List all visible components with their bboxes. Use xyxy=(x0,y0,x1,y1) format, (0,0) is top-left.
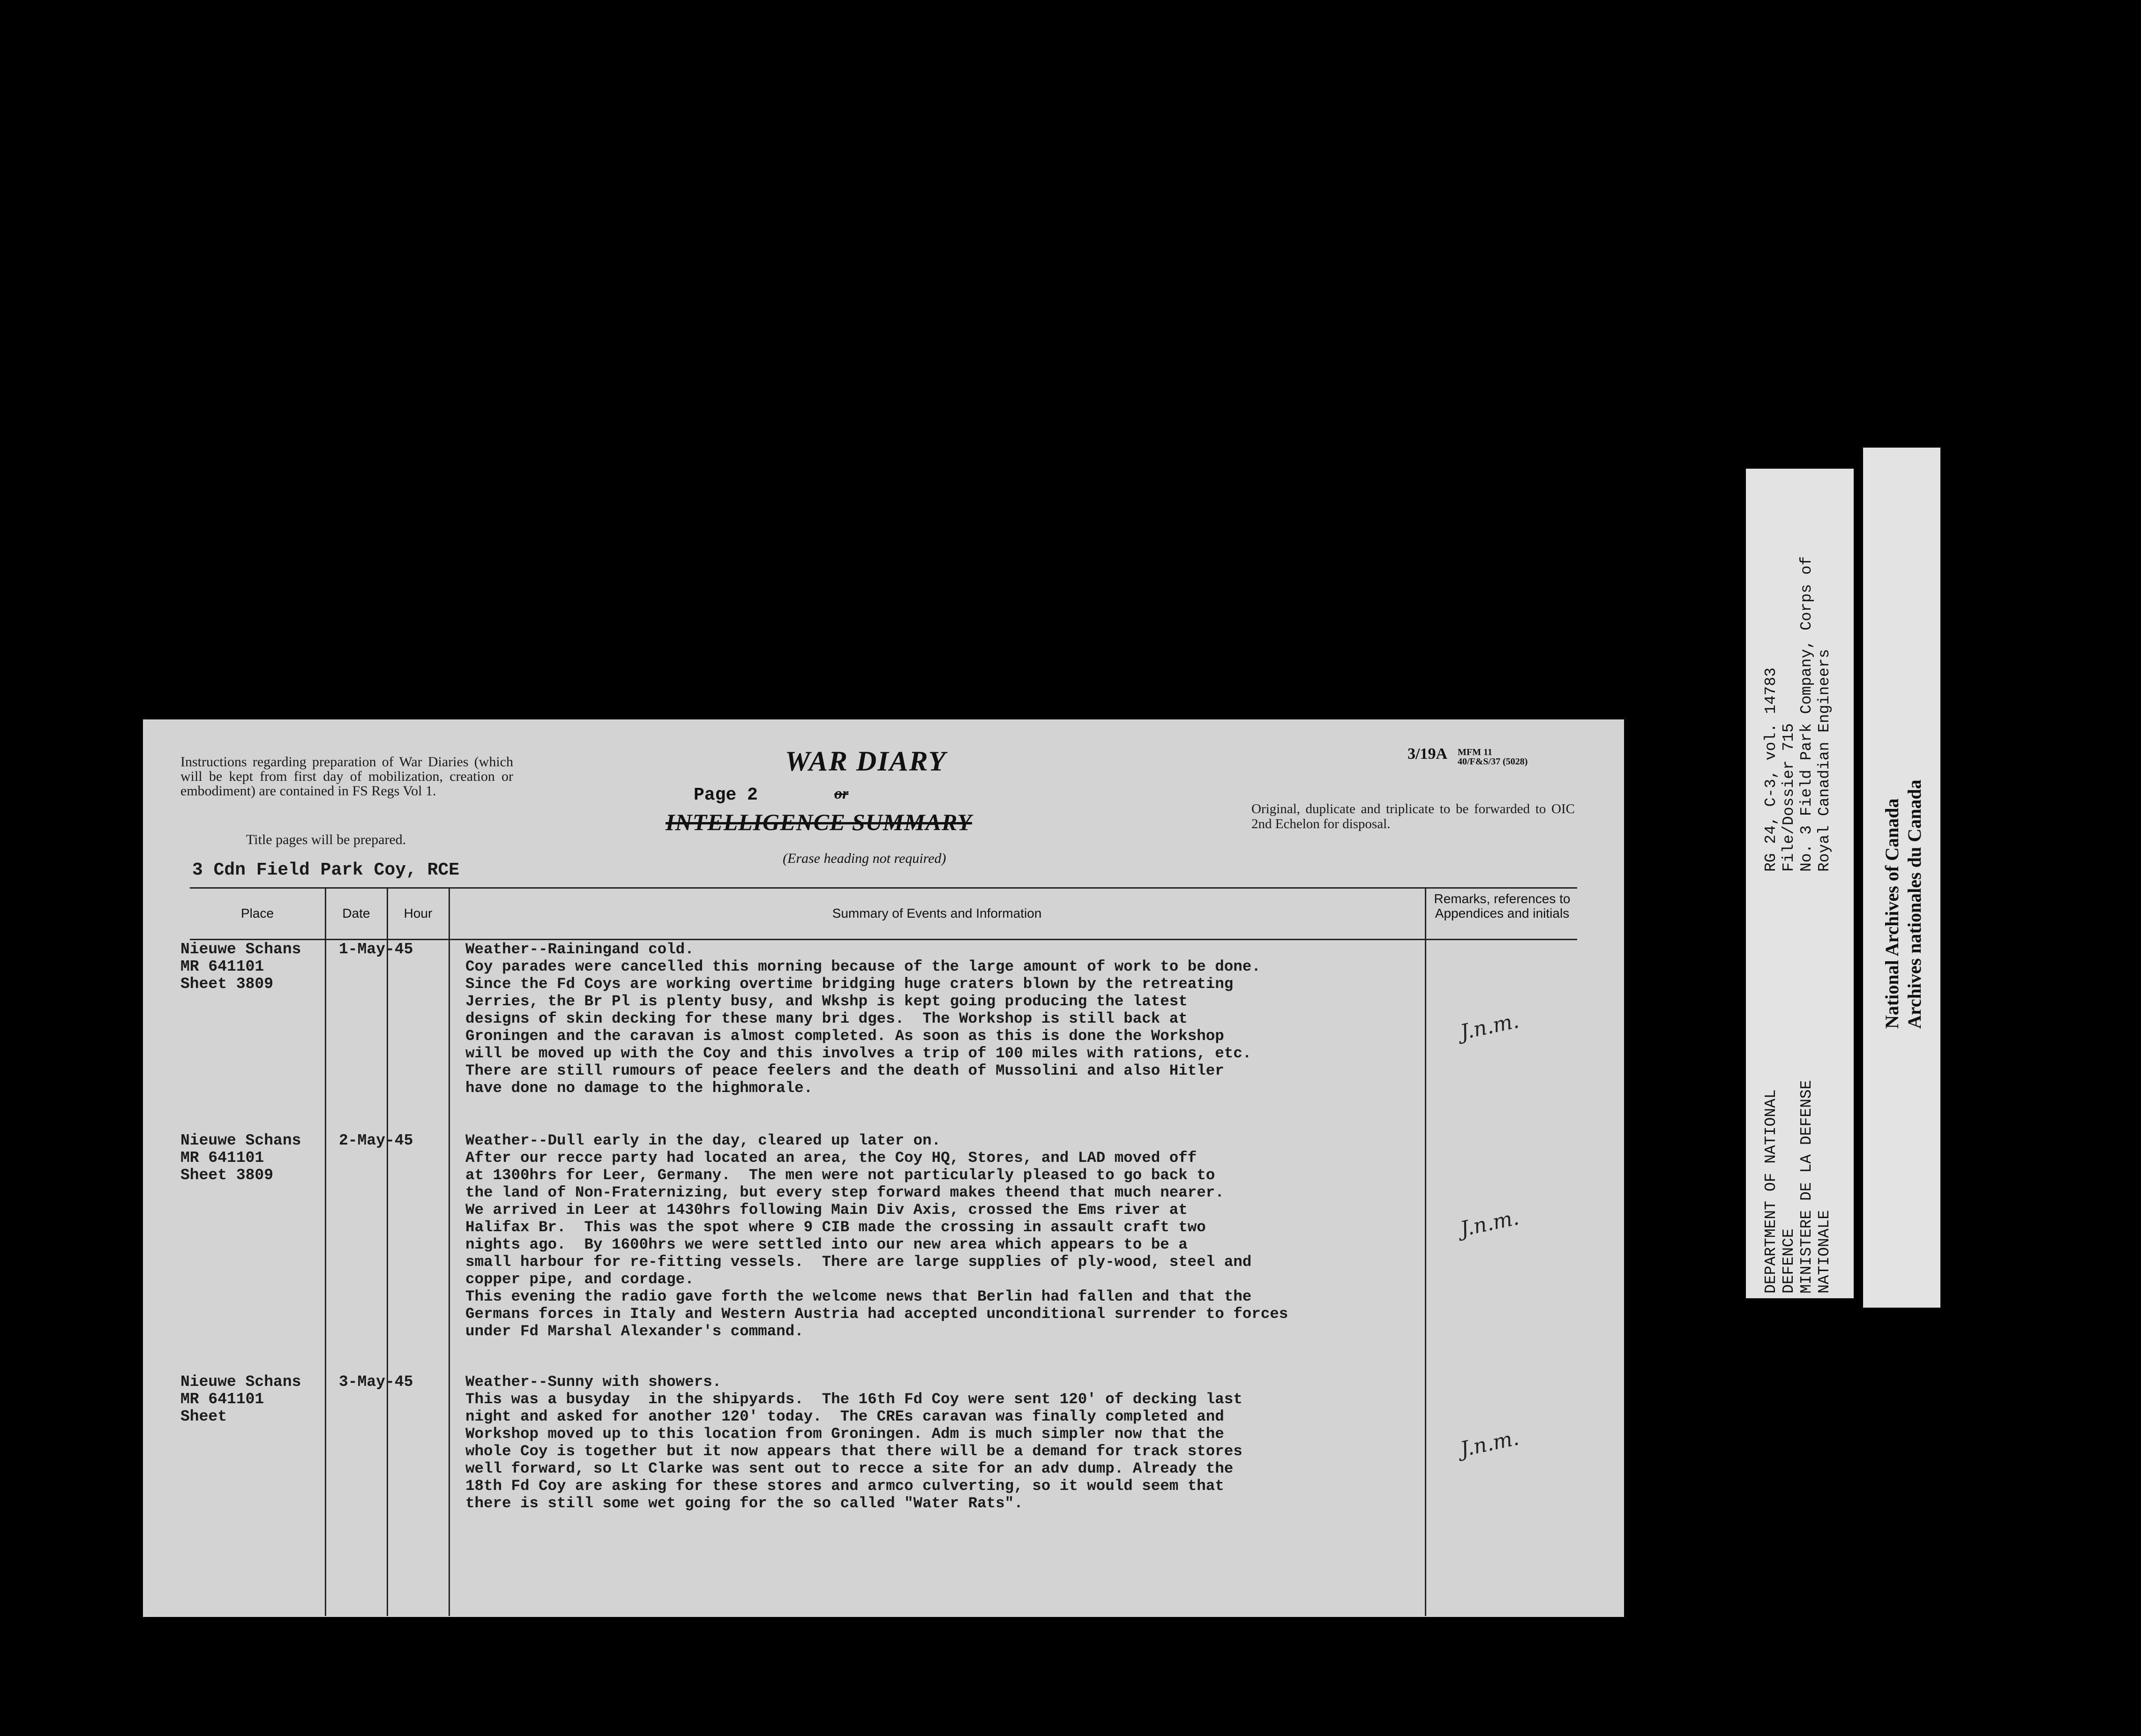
row1-date: 1-May-45 xyxy=(339,941,413,958)
header-hour: Hour xyxy=(404,906,433,920)
struck-heading: INTELLIGENCE SUMMARY xyxy=(666,809,972,835)
row1-place: Nieuwe Schans MR 641101 Sheet 3809 xyxy=(180,941,301,993)
row2-place: Nieuwe Schans MR 641101 Sheet 3809 xyxy=(180,1132,301,1184)
table-header-rule xyxy=(190,939,1577,940)
row1-initials: J.n.m. xyxy=(1458,1009,1521,1045)
reference-text: RG 24, C-3, vol. 14783 File/Dossier 715 No. 3 Field Park Company, Corps of Royal Canadian Engineers xyxy=(1762,556,1833,872)
erase-note: (Erase heading not required) xyxy=(783,851,946,866)
column-divider xyxy=(1425,887,1426,1616)
page-number: Page 2 xyxy=(694,785,758,805)
header-summary: Summary of Events and Information xyxy=(832,906,1042,920)
archive-stamp-label xyxy=(1863,448,1940,1308)
war-diary-page xyxy=(143,719,1624,1617)
column-divider xyxy=(387,887,388,1616)
form-number: 3/19A xyxy=(1407,745,1447,763)
column-divider xyxy=(449,887,450,1616)
row3-date: 3-May-45 xyxy=(339,1373,413,1391)
archive-stamp-line1: National Archives of Canada xyxy=(1881,798,1902,1029)
row3-place: Nieuwe Schans MR 641101 Sheet xyxy=(180,1373,301,1425)
row2-date: 2-May-45 xyxy=(339,1132,413,1149)
disposal-note: Original, duplicate and triplicate to be forwarded to OIC 2nd Echelon for disposal. xyxy=(1251,801,1575,831)
row3-summary: Weather--Sunny with showers. This was a busyday in the shipyards. The 16th Fd Coy were sent 120' of decking last night and asked for another 120' today. The CREs caravan was finally completed and Workshop moved up to this location from Groningen. Adm is much simpler now that the whole Coy is together but it now appears that there will be a demand for track stores well forward, so Lt Clarke was sent out to recce a site for an adv dump. Already the 18th Fd Coy are asking for these stores and armco culverting, so it would seem that there is still some wet going for the so called "Water Rats". xyxy=(465,1373,1243,1512)
header-place: Place xyxy=(240,906,274,920)
unit-name: 3 Cdn Field Park Coy, RCE xyxy=(192,860,460,880)
row3-initials: J.n.m. xyxy=(1458,1426,1521,1462)
heading-or: or xyxy=(834,785,849,802)
instructions-text: Instructions regarding preparation of War Diaries (which will be kept from first day of mobilization, creation or embodiment) are contained in FS Regs Vol 1. xyxy=(180,754,513,799)
department-text: DEPARTMENT OF NATIONAL DEFENCE MINISTERE DE LA DEFENSE NATIONALE xyxy=(1762,1080,1833,1294)
form-print-code: MFM 11 40/F&S/37 (5028) xyxy=(1458,747,1528,767)
archive-stamp-line2: Archives nationales du Canada xyxy=(1904,779,1925,1029)
title-pages-note: Title pages will be prepared. xyxy=(246,832,406,847)
header-date: Date xyxy=(342,906,370,920)
row2-initials: J.n.m. xyxy=(1458,1205,1521,1242)
table-top-rule xyxy=(190,887,1577,889)
archive-reference-label xyxy=(1746,469,1854,1298)
row2-summary: Weather--Dull early in the day, cleared up later on. After our recce party had located an area, the Coy HQ, Stores, and LAD moved off at 1300hrs for Leer, Germany. The men were not particularly pleased to go back to the land of Non-Fraternizing, but every step forward makes theend that much nearer. We arrived in Leer at 1430hrs following Main Div Axis, crossed the Ems river at Halifax Br. This was the spot where 9 CIB made the crossing in assault craft two nights ago. By 1600hrs we were settled into our new area which appears to be a small harbour for re-fitting vessels. There are large supplies of ply-wood, steel and copper pipe, and cordage. This evening the radio gave forth the welcome news that Berlin had fallen and that the Germans forces in Italy and Western Austria had accepted unconditional surrender to forces under Fd Marshal Alexander's command. xyxy=(465,1132,1288,1340)
page-heading: WAR DIARY xyxy=(785,746,947,777)
header-remarks: Remarks, references to Appendices and initials xyxy=(1434,891,1571,920)
row1-summary: Weather--Rainingand cold. Coy parades were cancelled this morning because of the large amount of work to be done. Since the Fd Coys are working overtime bridging huge craters blown by the retreating Jerries, the Br Pl is plenty busy, and Wkshp is kept going producing the latest designs of skin decking for these many bri dges. The Workshop is still back at Groningen and the caravan is almost completed. As soon as this is done the Workshop will be moved up with the Coy and this involves a trip of 100 miles with rations, etc. There are still rumours of peace feelers and the death of Mussolini and also Hitler have done no damage to the highmorale. xyxy=(465,941,1261,1097)
column-divider xyxy=(325,887,326,1616)
